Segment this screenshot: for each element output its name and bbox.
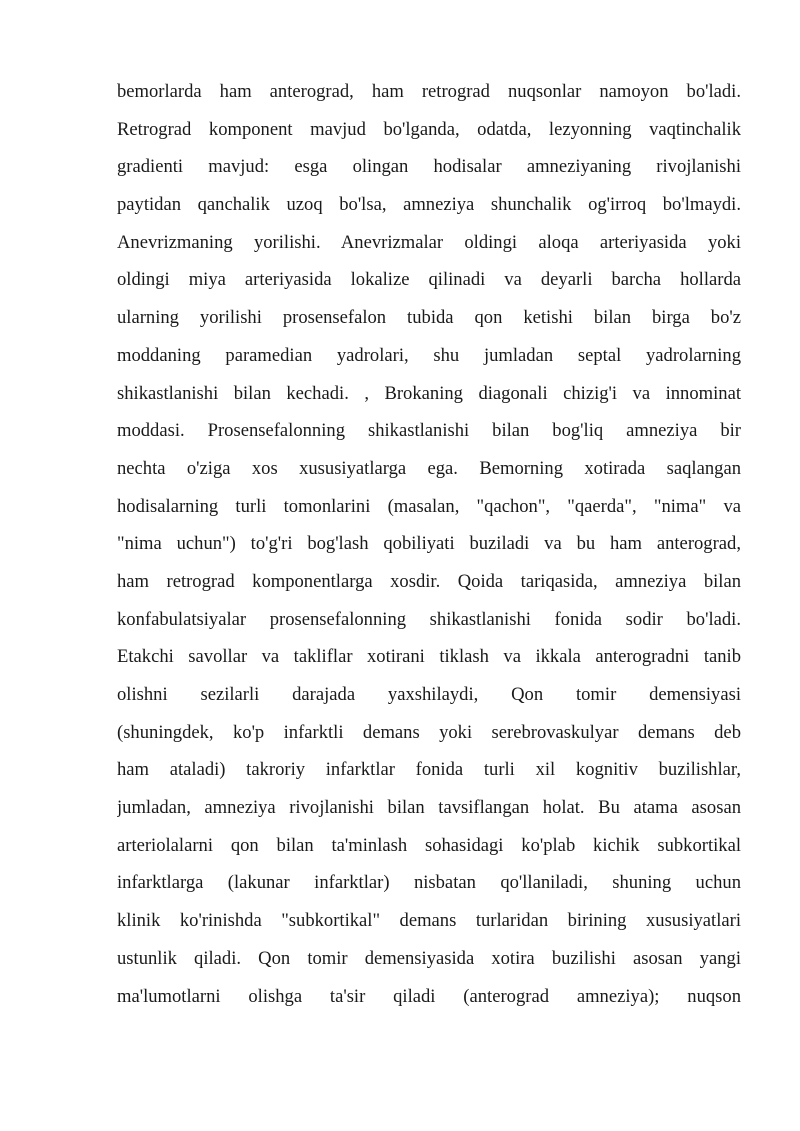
text-line: "nima uchun") to'g'ri bog'lash qobiliyati buziladi va bu ham anterograd,: [117, 533, 741, 555]
text-line: jumladan, amneziya rivojlanishi bilan tavsiflangan holat. Bu atama asosan: [117, 797, 741, 819]
body-text: [117, 73, 741, 1015]
text-line: moddaning paramedian yadrolari, shu jumladan septal yadrolarning: [117, 344, 741, 366]
text-line: oldingi miya arteriyasida lokalize qilinadi va deyarli barcha hollarda: [117, 269, 741, 291]
text-line: infarktlarga (lakunar infarktlar) nisbatan qo'llaniladi, shuning uchun: [117, 872, 741, 894]
text-line: ularning yorilishi prosensefalon tubida qon ketishi bilan birga bo'z: [117, 307, 741, 329]
text-line: nechta o'ziga xos xususiyatlarga ega. Bemorning xotirada saqlangan: [117, 457, 741, 479]
text-line: Anevrizmaning yorilishi. Anevrizmalar oldingi aloqa arteriyasida yoki: [117, 231, 741, 253]
text-line: arteriolalarni qon bilan ta'minlash sohasidagi ko'plab kichik subkortikal: [117, 834, 741, 856]
text-line: ham retrograd komponentlarga xosdir. Qoida tariqasida, amneziya bilan: [117, 570, 741, 592]
text-line: ustunlik qiladi. Qon tomir demensiyasida xotira buzilishi asosan yangi: [117, 947, 741, 969]
text-line: hodisalarning turli tomonlarini (masalan, "qachon", "qaerda", "nima" va: [117, 495, 741, 517]
text-line: olishni sezilarli darajada yaxshilaydi, Qon tomir demensiyasi: [117, 684, 741, 705]
text-line: paytidan qanchalik uzoq bo'lsa, amneziya shunchalik og'irroq bo'lmaydi.: [117, 194, 741, 216]
text-line: Retrograd komponent mavjud bo'lganda, odatda, lezyonning vaqtinchalik: [117, 118, 741, 140]
text-line: bemorlarda ham anterograd, ham retrograd nuqsonlar namoyon bo'ladi.: [117, 81, 741, 102]
text-line: moddasi. Prosensefalonning shikastlanishi bilan bog'liq amneziya bir: [117, 420, 741, 442]
text-line: Etakchi savollar va takliflar xotirani tiklash va ikkala anterogradni tanib: [117, 646, 741, 668]
text-line: ham ataladi) takroriy infarktlar fonida turli xil kognitiv buzilishlar,: [117, 759, 741, 781]
text-line: shikastlanishi bilan kechadi. , Brokaning diagonali chizig'i va innominat: [117, 382, 741, 404]
text-line: gradienti mavjud: esga olingan hodisalar amneziyaning rivojlanishi: [117, 156, 741, 178]
text-line: konfabulatsiyalar prosensefalonning shikastlanishi fonida sodir bo'ladi.: [117, 608, 741, 630]
text-line: ma'lumotlarni olishga ta'sir qiladi (anterograd amneziya); nuqson: [117, 985, 741, 1007]
text-line: (shuningdek, ko'p infarktli demans yoki serebrovaskulyar demans deb: [117, 721, 741, 743]
text-line: klinik ko'rinishda "subkortikal" demans turlaridan birining xususiyatlari: [117, 910, 741, 932]
